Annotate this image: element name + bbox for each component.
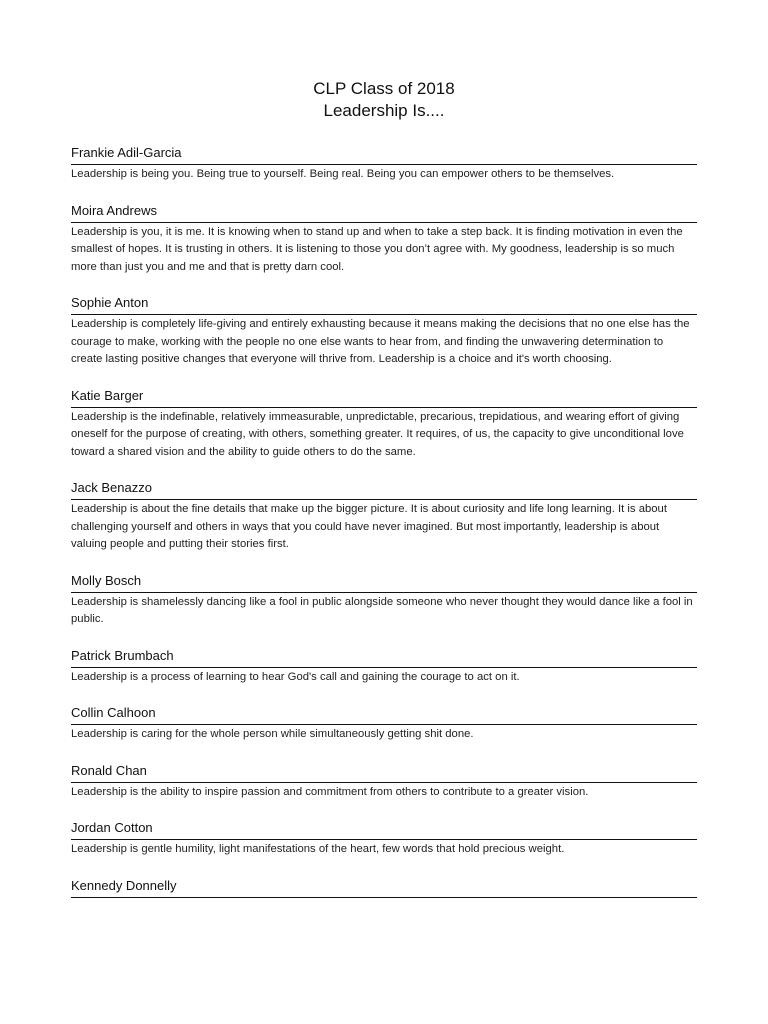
entry-text: Leadership is caring for the whole person while simultaneously getting shit done. (71, 728, 474, 740)
entry-text: Leadership is being you. Being true to yourself. Being real. Being you can empower others to be themselves. (71, 168, 615, 180)
entry-text: Leadership is a process of learning to hear God's call and gaining the courage to act on it. (71, 670, 520, 683)
entry-jack-benazzo (71, 479, 697, 554)
entry-name: Kennedy Donnelly (71, 877, 697, 898)
entry-name: Moira Andrews (71, 202, 697, 223)
entries-list (71, 144, 697, 916)
entry-katie-barger (71, 387, 697, 462)
entry-text: Leadership is the indefinable, relatively immeasurable, unpredictable, precarious, trepidatious, and wearing effort of giving oneself for the purpose of creating, with others, something greater. It requires, of us, the capacity to give unconditional love toward a shared vision and the ability to guide others to do the same. (71, 410, 684, 458)
entry-kennedy-donnelly (71, 877, 697, 898)
entry-text: Leadership is gentle humility, light manifestations of the heart, few words that hold precious weight. (71, 843, 565, 855)
title-line-2: Leadership Is.... (323, 101, 445, 120)
entry-moira-andrews (71, 202, 697, 277)
entry-name: Katie Barger (71, 387, 697, 408)
entry-sophie-anton (71, 294, 697, 369)
entry-text: Leadership is the ability to inspire passion and commitment from others to contribute to a greater vision. (71, 785, 589, 798)
entry-name: Sophie Anton (71, 294, 697, 315)
entry-text: Leadership is shamelessly dancing like a fool in public alongside someone who never thought they would dance like a fool in public. (71, 595, 693, 625)
entry-text: Leadership is you, it is me. It is knowing when to stand up and when to take a step back. It is finding motivation in even the smallest of hopes. It is trusting in others. It is listening to those you don’t agree with. My goodness, leadership is so much more than just you and me and that is pretty darn cool. (71, 225, 683, 273)
entry-name: Jordan Cotton (71, 819, 697, 840)
entry-molly-bosch (71, 572, 697, 629)
entry-jordan-cotton (71, 819, 697, 859)
entry-text: Leadership is completely life-giving and entirely exhausting because it means making the decisions that no one else has the courage to make, working with the people no one else wants to hear from, and finding the unwavering determination to create lasting positive changes that everyone will thrive from. Leadership is a choice and it's worth choosing. (71, 318, 690, 365)
entry-name: Ronald Chan (71, 762, 697, 783)
entry-name: Patrick Brumbach (71, 647, 697, 668)
entry-collin-calhoon (71, 704, 697, 744)
entry-name: Collin Calhoon (71, 704, 697, 725)
entry-name: Jack Benazzo (71, 479, 697, 500)
entry-frankie-adil-garcia (71, 144, 697, 184)
entry-name: Molly Bosch (71, 572, 697, 593)
document-title (0, 78, 768, 122)
entry-text: Leadership is about the fine details that make up the bigger picture. It is about curiosity and life long learning. It is about challenging yourself and others in ways that you could have never imagined. But most importantly, leadership is about valuing people and putting their stories first. (71, 503, 667, 550)
title-line-1: CLP Class of 2018 (313, 79, 455, 98)
entry-patrick-brumbach (71, 647, 697, 687)
entry-ronald-chan (71, 762, 697, 802)
entry-name: Frankie Adil-Garcia (71, 144, 697, 165)
